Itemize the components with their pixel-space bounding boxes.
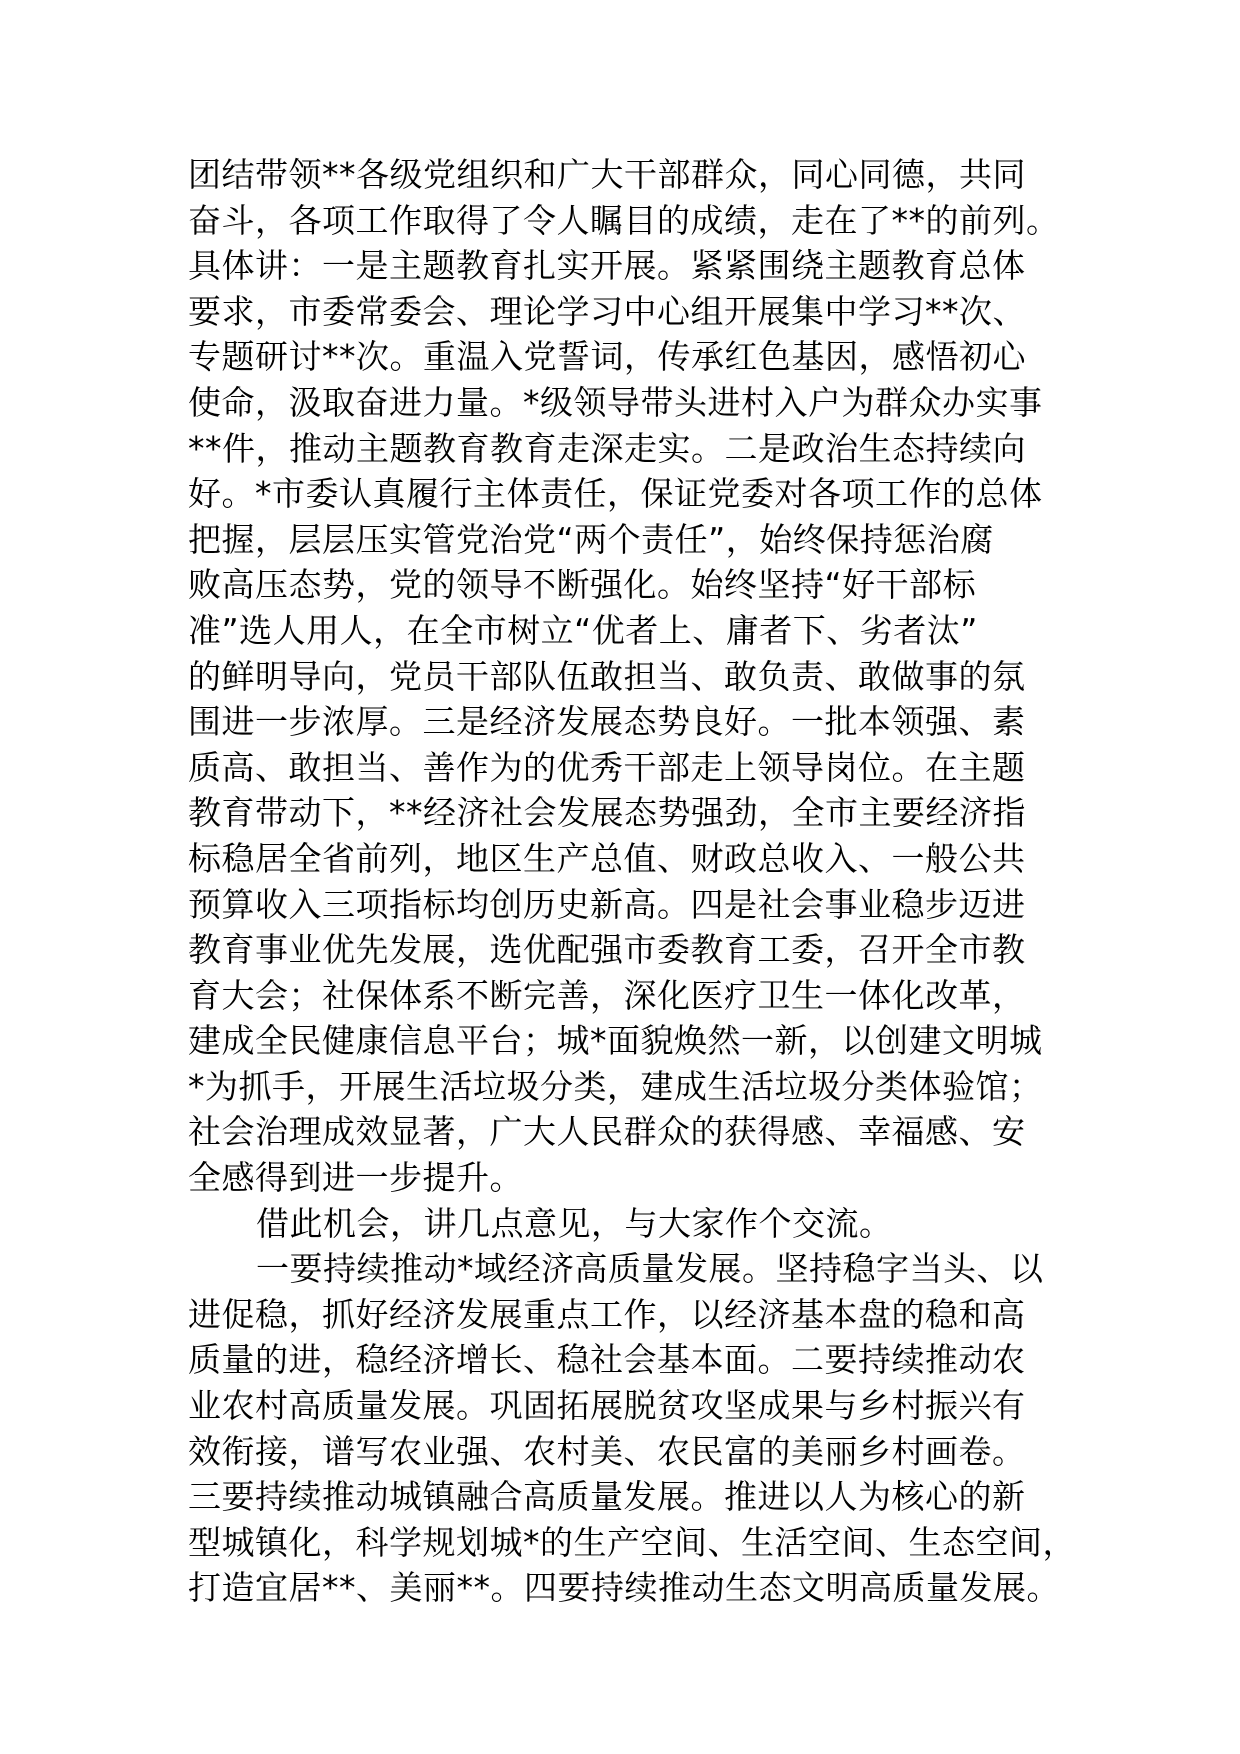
text-line: 专题研讨**次。重温入党誓词，传承红色基因，感悟初心: [188, 337, 1026, 377]
text-line: 全感得到进一步提升。: [188, 1158, 523, 1198]
text-line: 进促稳，抓好经济发展重点工作，以经济基本盘的稳和高: [188, 1294, 1026, 1334]
text-line: 好。*市委认真履行主体责任，保证党委对各项工作的总体: [188, 474, 1043, 514]
text-line: 围进一步浓厚。三是经济发展态势良好。一批本领强、素: [188, 702, 1026, 742]
text-line: 要求，市委常委会、理论学习中心组开展集中学习**次、: [188, 291, 1026, 331]
text-line: 质高、敢担当、善作为的优秀干部走上领导岗位。在主题: [188, 747, 1026, 787]
text-line: 具体讲：一是主题教育扎实开展。紧紧围绕主题教育总体: [188, 246, 1026, 286]
text-line: 育大会；社保体系不断完善，深化医疗卫生一体化改革，: [188, 975, 1026, 1015]
text-line: 败高压态势，党的领导不断强化。始终坚持“好干部标: [188, 565, 977, 605]
text-line: 使命，汲取奋进力量。*级领导带头进村入户为群众办实事: [188, 382, 1043, 422]
paragraph-start-line: 一要持续推动*域经济高质量发展。坚持稳字当头、以: [256, 1249, 1044, 1289]
paragraph-start-line: 借此机会，讲几点意见，与大家作个交流。: [256, 1203, 893, 1243]
document-page: [188, 152, 1088, 1611]
text-line: 型城镇化，科学规划城*的生产空间、生活空间、生态空间，: [188, 1522, 1076, 1562]
text-line: 三要持续推动城镇融合高质量发展。推进以人为核心的新: [188, 1477, 1026, 1517]
text-line: *为抓手，开展生活垃圾分类，建成生活垃圾分类体验馆；: [188, 1066, 1043, 1106]
text-line: 团结带领**各级党组织和广大干部群众，同心同德，共同: [188, 155, 1026, 194]
text-line: 社会治理成效显著，广大人民群众的获得感、幸福感、安: [188, 1112, 1026, 1152]
text-line: 建成全民健康信息平台；城*面貌焕然一新，以创建文明城: [188, 1021, 1043, 1061]
text-line: 预算收入三项指标均创历史新高。四是社会事业稳步迈进: [188, 884, 1026, 924]
text-line: **件，推动主题教育教育走深走实。二是政治生态持续向: [188, 428, 1026, 468]
text-line: 效衔接，谱写农业强、农村美、农民富的美丽乡村画卷。: [188, 1431, 1026, 1471]
text-line: 教育带动下，**经济社会发展态势强劲，全市主要经济指: [188, 793, 1026, 833]
text-line: 业农村高质量发展。巩固拓展脱贫攻坚成果与乡村振兴有: [188, 1386, 1026, 1426]
text-line: 奋斗，各项工作取得了令人瞩目的成绩，走在了**的前列。: [188, 200, 1060, 240]
text-line: 质量的进，稳经济增长、稳社会基本面。二要持续推动农: [188, 1340, 1026, 1380]
text-line: 的鲜明导向，党员干部队伍敢担当、敢负责、敢做事的氛: [188, 656, 1026, 696]
text-line: 准”选人用人，在全市树立“优者上、庸者下、劣者汰”: [188, 610, 978, 650]
text-line: 打造宜居**、美丽**。四要持续推动生态文明高质量发展。: [188, 1568, 1060, 1608]
text-line: 标稳居全省前列，地区生产总值、财政总收入、一般公共: [188, 838, 1026, 878]
text-line: 教育事业优先发展，选优配强市委教育工委，召开全市教: [188, 930, 1026, 970]
text-line: 把握，层层压实管党治党“两个责任”，始终保持惩治腐: [188, 519, 994, 559]
